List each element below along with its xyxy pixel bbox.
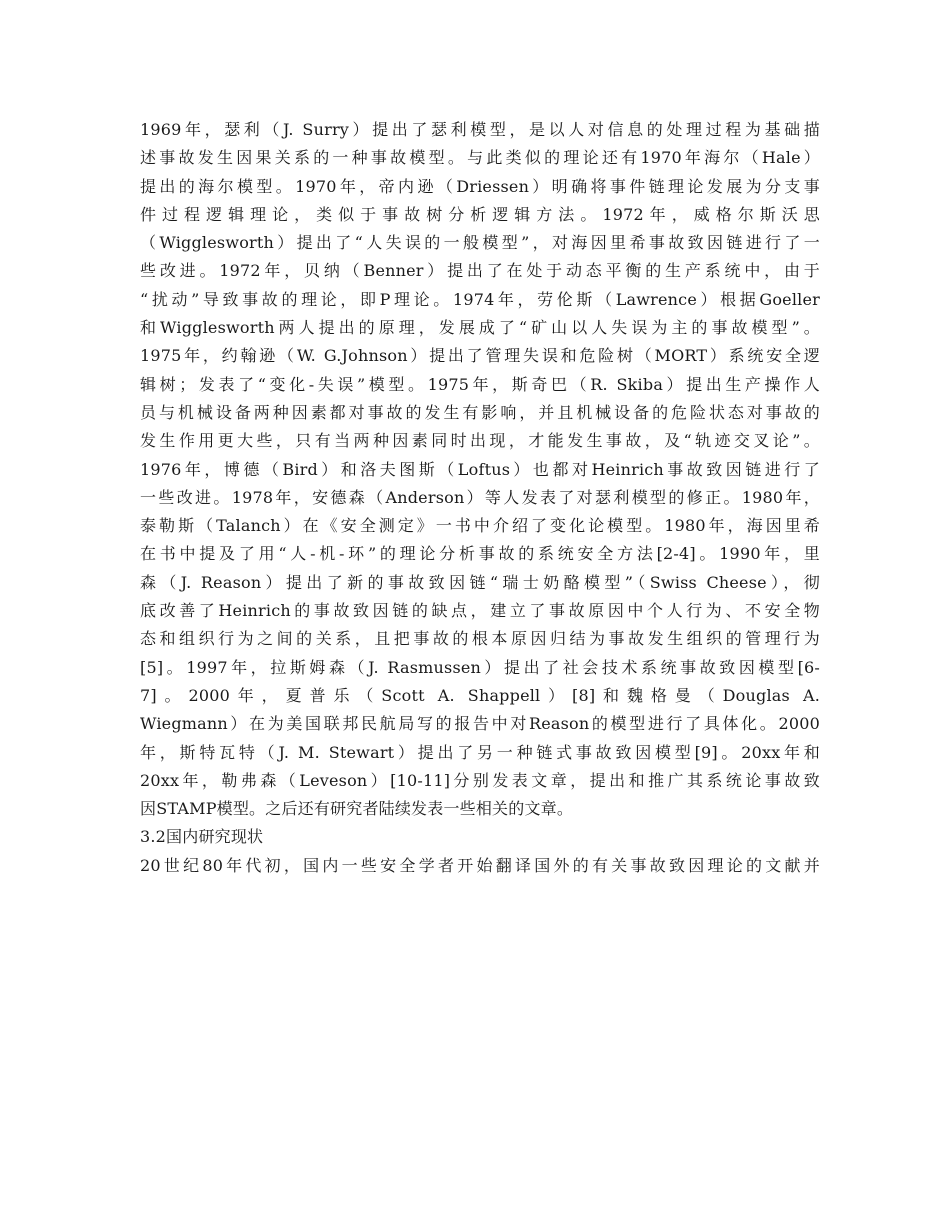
body-text-line: 述事故发生因果关系的一种事故模型。与此类似的理论还有1970年海尔（Hale）	[140, 148, 820, 168]
document-body	[140, 116, 820, 880]
body-text-line: 发生作用更大些，只有当两种因素同时出现，才能发生事故，及“轨迹交叉论”。	[140, 431, 820, 451]
body-text-line: 森（J. Reason）提出了新的事故致因链“瑞士奶酪模型”（Swiss Cheese），彻	[140, 572, 820, 592]
body-text-line: 些改进。1972年，贝纳（Benner）提出了在处于动态平衡的生产系统中，由于	[140, 261, 820, 281]
body-text-line: 泰勒斯（Talanch）在《安全测定》一书中介绍了变化论模型。1980年，海因里希	[140, 516, 820, 536]
section-heading: 3.2国内研究现状	[140, 827, 264, 847]
body-text-line: 年，斯特瓦特（J. M. Stewart）提出了另一种链式事故致因模型[9]。20xx年和	[140, 742, 820, 762]
body-text-line: 20xx年，勒弗森（Leveson）[10-11]分别发表文章，提出和推广其系统论事故致	[140, 770, 820, 790]
body-text-line: 态和组织行为之间的关系，且把事故的根本原因归结为事故发生组织的管理行为	[140, 629, 820, 649]
body-text-line: 7]。2000年，夏普乐（Scott A. Shappell）[8]和魏格曼（Douglas A.	[140, 685, 820, 705]
body-text-line: [5]。1997年，拉斯姆森（J. Rasmussen）提出了社会技术系统事故致因模型[6-	[140, 657, 820, 677]
body-text-line: Wiegmann）在为美国联邦民航局写的报告中对Reason的模型进行了具体化。2000	[140, 714, 820, 734]
body-text-line: 在书中提及了用“人-机-环”的理论分析事故的系统安全方法[2-4]。1990年，里	[140, 544, 820, 564]
body-text-line: 一些改进。1978年，安德森（Anderson）等人发表了对瑟利模型的修正。1980年，	[140, 487, 820, 507]
body-text-line: 提出的海尔模型。1970年，帝内逊（Driessen）明确将事件链理论发展为分支事	[140, 176, 820, 196]
body-text-line: 1969年，瑟利（J. Surry）提出了瑟利模型，是以人对信息的处理过程为基础描	[140, 120, 820, 139]
body-text-line: 底改善了Heinrich的事故致因链的缺点，建立了事故原因中个人行为、不安全物	[140, 601, 820, 621]
body-text-line: “扰动”导致事故的理论，即P理论。1974年，劳伦斯（Lawrence）根据Goeller	[140, 289, 820, 309]
body-text-line: 因STAMP模型。之后还有研究者陆续发表一些相关的文章。	[140, 799, 574, 819]
body-text-line: 20世纪80年代初，国内一些安全学者开始翻译国外的有关事故致因理论的文献并	[140, 855, 820, 875]
body-text-line: 员与机械设备两种因素都对事故的发生有影响，并且机械设备的危险状态对事故的	[140, 402, 820, 422]
body-text-line: （Wigglesworth）提出了“人失误的一般模型”，对海因里希事故致因链进行了一	[140, 233, 820, 253]
body-text-line: 辑树；发表了“变化-失误”模型。1975年，斯奇巴（R. Skiba）提出生产操作人	[140, 374, 820, 394]
body-text-line: 和Wigglesworth两人提出的原理，发展成了“矿山以人失误为主的事故模型”。	[140, 318, 820, 338]
body-text-line: 件过程逻辑理论，类似于事故树分析逻辑方法。1972年，威格尔斯沃思	[140, 204, 820, 224]
body-text-line: 1976年，博德（Bird）和洛夫图斯（Loftus）也都对Heinrich事故致因链进行了	[140, 459, 820, 479]
body-text-line: 1975年，约翰逊（W. G.Johnson）提出了管理失误和危险树（MORT）系统安全逻	[140, 346, 820, 366]
